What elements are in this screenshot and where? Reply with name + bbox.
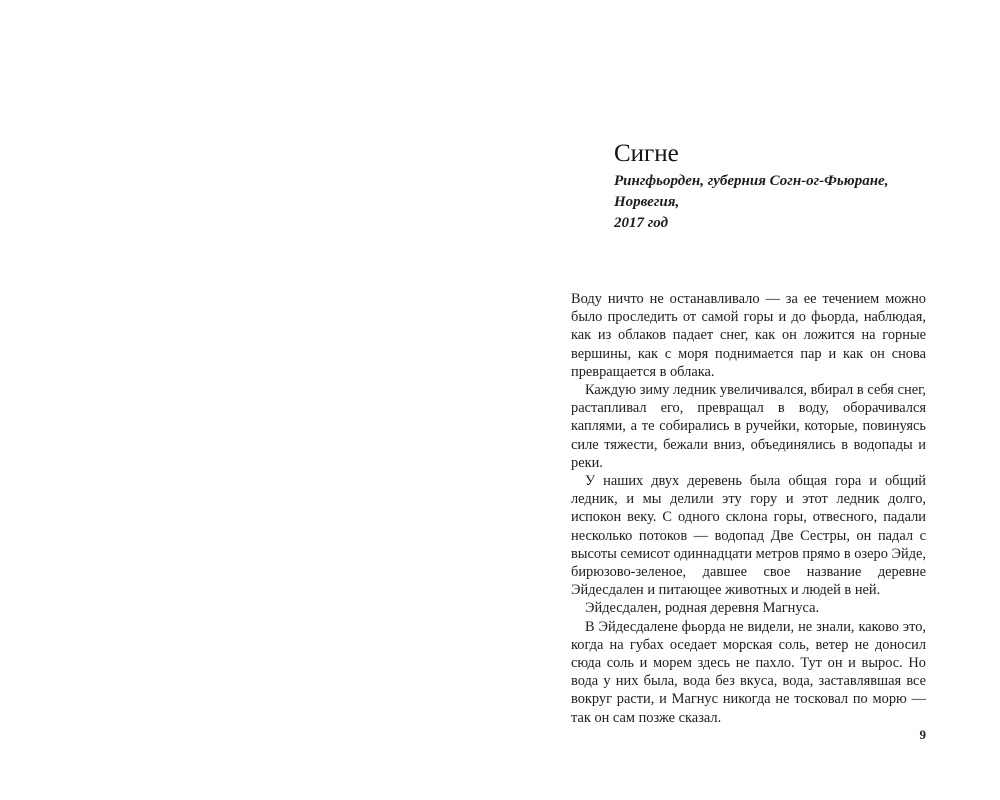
chapter-subtitle: [614, 171, 944, 234]
paragraph-5: В Эйдесдалене фьорда не видели, не знали, каково это, когда на губах оседает морская соль, ветер не доносил сюда соль и морем здесь не пахло. Тут он и вырос. Но вода у них была, вода без вкуса, вода, заставлявшая все вокруг расти, и Магнус никогда не тосковал по морю — так он сам позже сказал.: [571, 618, 926, 726]
page-number: 9: [919, 727, 926, 742]
chapter-subtitle-line-2: 2017 год: [614, 215, 669, 231]
chapter-subtitle-line-1: Рингфьорден, губерния Согн-ог-Фьюране, Норвегия,: [614, 173, 889, 210]
paragraph-4: Эйдесдален, родная деревня Магнуса.: [585, 600, 820, 617]
body-text: [571, 290, 926, 727]
paragraph-3: У наших двух деревень была общая гора и общий ледник, и мы делили эту гору и этот ледник долго, испокон веку. С одного склона горы, отвесного, падали несколько потоков — водопад Две Сестры, он падал с высоты семисот одиннадцати метров прямо в озеро Эйде, бирюзово-зеленое, давшее свое название деревне Эйдесдален и питающее животных и людей в ней.: [571, 473, 926, 599]
chapter-title: Сигне: [614, 140, 679, 167]
chapter-heading: [614, 140, 944, 234]
paragraph-2: Каждую зиму ледник увеличивался, вбирал в себя снег, растапливал его, превращал в воду, оборачивался каплями, а те собирались в ручейки, которые, повинуясь силе тяжести, бежали вниз, объединялись в водопады и реки.: [571, 382, 926, 471]
paragraph-1: Воду ничто не останавливало — за ее течением можно было проследить от самой горы и до фьорда, наблюдая, как из облаков падает снег, как он ложится на горные вершины, как с моря поднимается пар и как он снова превращается в облака.: [571, 291, 926, 380]
